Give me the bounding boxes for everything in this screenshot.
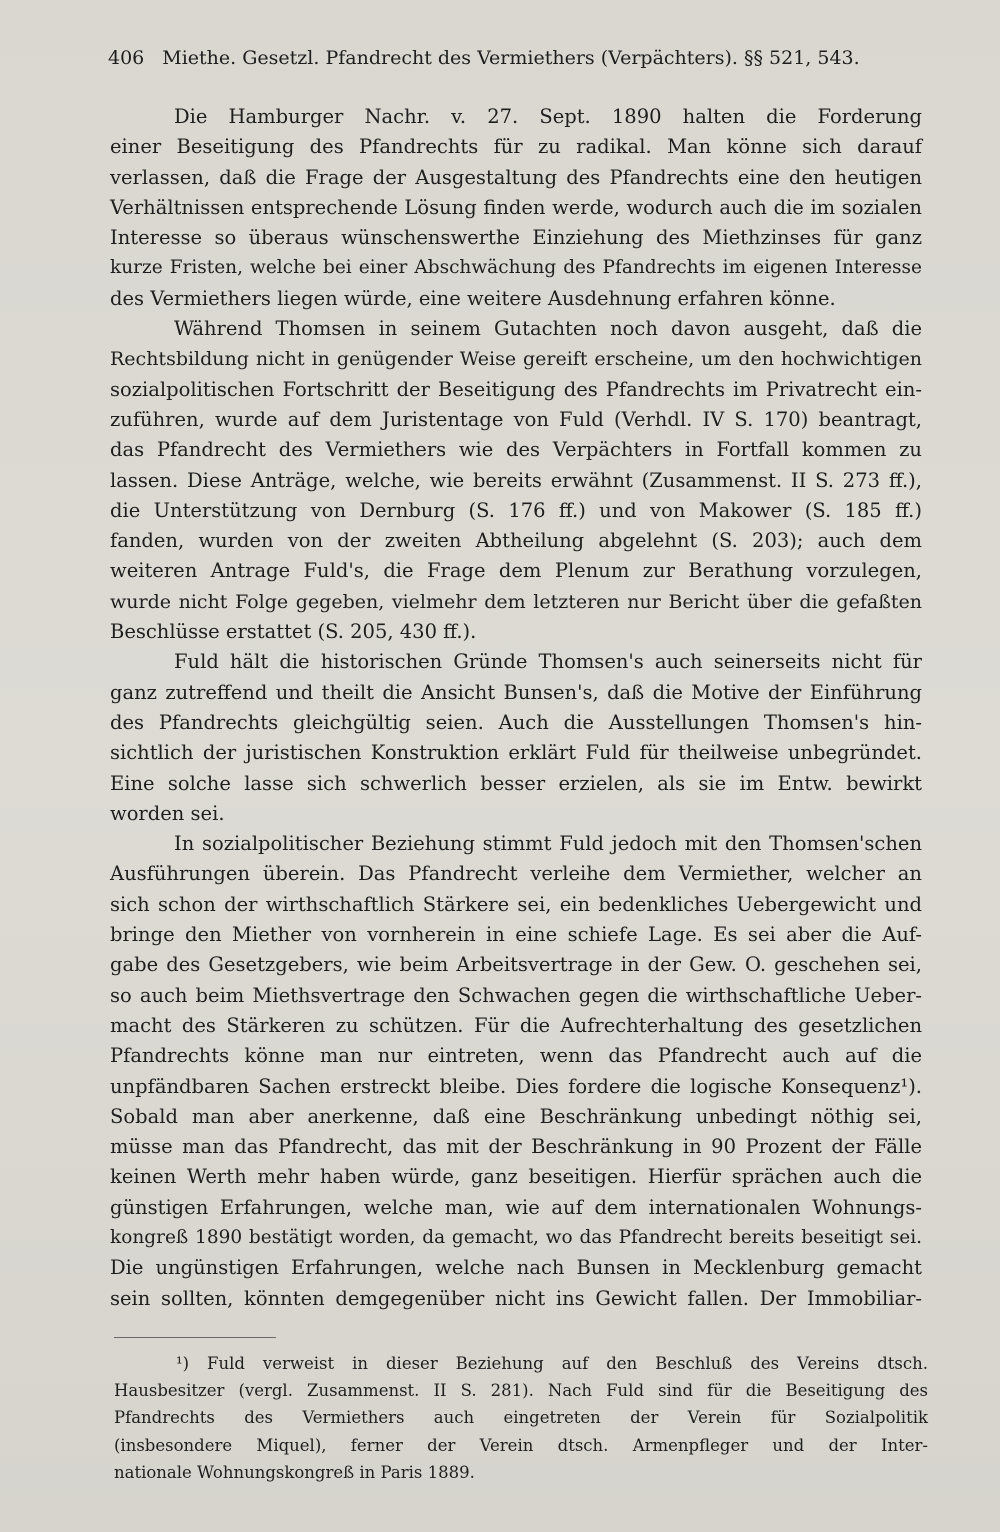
text-line: so auch beim Miethsvertrage den Schwachen gegen die wirthschaftliche Ueber- (110, 983, 922, 1007)
text-line: keinen Werth mehr haben würde, ganz beseitigen. Hierfür sprächen auch die (110, 1165, 922, 1189)
text-line: gabe des Gesetzgebers, wie beim Arbeitsvertrage in der Gew. O. geschehen sei, (110, 953, 922, 977)
text-line: lassen. Diese Anträge, welche, wie bereits erwähnt (Zusammenst. II S. 273 ff.), (110, 468, 922, 492)
footnote-line: Pfandrechts des Vermiethers auch eingetreten der Verein für Sozialpolitik (114, 1408, 928, 1428)
text-line: bringe den Miether von vornherein in eine schiefe Lage. Es sei aber die Auf- (110, 923, 922, 947)
text-line: wurde nicht Folge gegeben, vielmehr dem letzteren nur Bericht über die gefaßten (110, 590, 922, 613)
running-title: Miethe. Gesetzl. Pfandrecht des Vermiethers (Verpächters). §§ 521, 543. (162, 47, 860, 69)
text-line: unpfändbaren Sachen erstreckt bleibe. Dies fordere die logische Konsequenz¹). (110, 1074, 922, 1098)
text-line: fanden, wurden von der zweiten Abtheilung abgelehnt (S. 203); auch dem (110, 529, 922, 553)
text-line: Pfandrechts könne man nur eintreten, wenn das Pfandrecht auch auf die (110, 1044, 922, 1068)
main-text (110, 102, 922, 1314)
text-line: sichtlich der juristischen Konstruktion erklärt Fuld für theilweise unbegründet. (110, 741, 922, 765)
text-line: zuführen, wurde auf dem Juristentage von Fuld (Verhdl. IV S. 170) beantragt, (110, 407, 922, 431)
text-line: In sozialpolitischer Beziehung stimmt Fuld jedoch mit den Thomsen'schen (174, 832, 922, 856)
text-line: Fuld hält die historischen Gründe Thomsen's auch seinerseits nicht für (174, 650, 922, 674)
text-line: sozialpolitischen Fortschritt der Beseitigung des Pfandrechts im Privatrecht ein- (110, 377, 922, 401)
text-line: sich schon der wirthschaftlich Stärkere sei, ein bedenkliches Uebergewicht und (110, 892, 922, 916)
footnote-line: nationale Wohnungskongreß in Paris 1889. (114, 1462, 475, 1482)
text-line: Die ungünstigen Erfahrungen, welche nach Bunsen in Mecklenburg gemacht (110, 1256, 922, 1280)
text-line: das Pfandrecht des Vermiethers wie des Verpächters in Fortfall kommen zu (110, 438, 922, 462)
text-line: kongreß 1890 bestätigt worden, da gemacht, wo das Pfandrecht bereits beseitigt sei. (110, 1226, 922, 1248)
footnote-line: (insbesondere Miquel), ferner der Verein dtsch. Armenpfleger und der Inter- (114, 1435, 928, 1455)
text-line: einer Beseitigung des Pfandrechts für zu radikal. Man könne sich darauf (110, 135, 922, 159)
text-line: günstigen Erfahrungen, welche man, wie auf dem internationalen Wohnungs- (110, 1195, 922, 1219)
text-line: worden sei. (110, 801, 225, 825)
text-line: Interesse so überaus wünschenswerthe Einziehung des Miethzinses für ganz (110, 226, 922, 250)
text-line: Während Thomsen in seinem Gutachten noch davon ausgeht, daß die (174, 317, 922, 341)
text-line: Eine solche lasse sich schwerlich besser erzielen, als sie im Entw. bewirkt (110, 771, 922, 795)
footnotes (114, 1350, 928, 1486)
text-line: weiteren Antrage Fuld's, die Frage dem Plenum zur Berathung vorzulegen, (110, 559, 922, 583)
text-line: die Unterstützung von Dernburg (S. 176 ff.) und von Makower (S. 185 ff.) (110, 498, 922, 522)
text-line: Beschlüsse erstattet (S. 205, 430 ff.). (110, 620, 477, 644)
running-header (108, 44, 928, 72)
text-line: ganz zutreffend und theilt die Ansicht Bunsen's, daß die Motive der Einführung (110, 680, 922, 704)
text-line: macht des Stärkeren zu schützen. Für die Aufrechterhaltung des gesetzlichen (110, 1013, 922, 1037)
text-line: des Pfandrechts gleichgültig seien. Auch die Ausstellungen Thomsen's hin- (110, 710, 922, 734)
text-line: sein sollten, könnten demgegenüber nicht ins Gewicht fallen. Der Immobiliar- (110, 1286, 922, 1310)
page-number: 406 (108, 47, 145, 69)
text-line: des Vermiethers liegen würde, eine weitere Ausdehnung erfahren könne. (110, 286, 836, 310)
footnote-separator (114, 1337, 276, 1338)
text-line: Sobald man aber anerkenne, daß eine Beschränkung unbedingt nöthig sei, (110, 1104, 922, 1128)
text-line: kurze Fristen, welche bei einer Abschwächung des Pfandrechts im eigenen Interesse (110, 257, 922, 279)
footnote-line: ¹) Fuld verweist in dieser Beziehung auf den Beschluß des Vereins dtsch. (176, 1354, 928, 1373)
text-line: Die Hamburger Nachr. v. 27. Sept. 1890 halten die Forderung (174, 105, 922, 128)
footnote-line: Hausbesitzer (vergl. Zusammenst. II S. 281). Nach Fuld sind für die Beseitigung des (114, 1381, 928, 1401)
text-line: Verhältnissen entsprechende Lösung finden werde, wodurch auch die im sozialen (110, 195, 922, 219)
text-line: müsse man das Pfandrecht, das mit der Beschränkung in 90 Prozent der Fälle (110, 1135, 922, 1159)
text-line: Ausführungen überein. Das Pfandrecht verleihe dem Vermiether, welcher an (110, 862, 922, 886)
text-line: Rechtsbildung nicht in genügender Weise gereift erscheine, um den hochwichtigen (110, 348, 922, 371)
text-line: verlassen, daß die Frage der Ausgestaltung des Pfandrechts eine den heutigen (110, 165, 922, 189)
